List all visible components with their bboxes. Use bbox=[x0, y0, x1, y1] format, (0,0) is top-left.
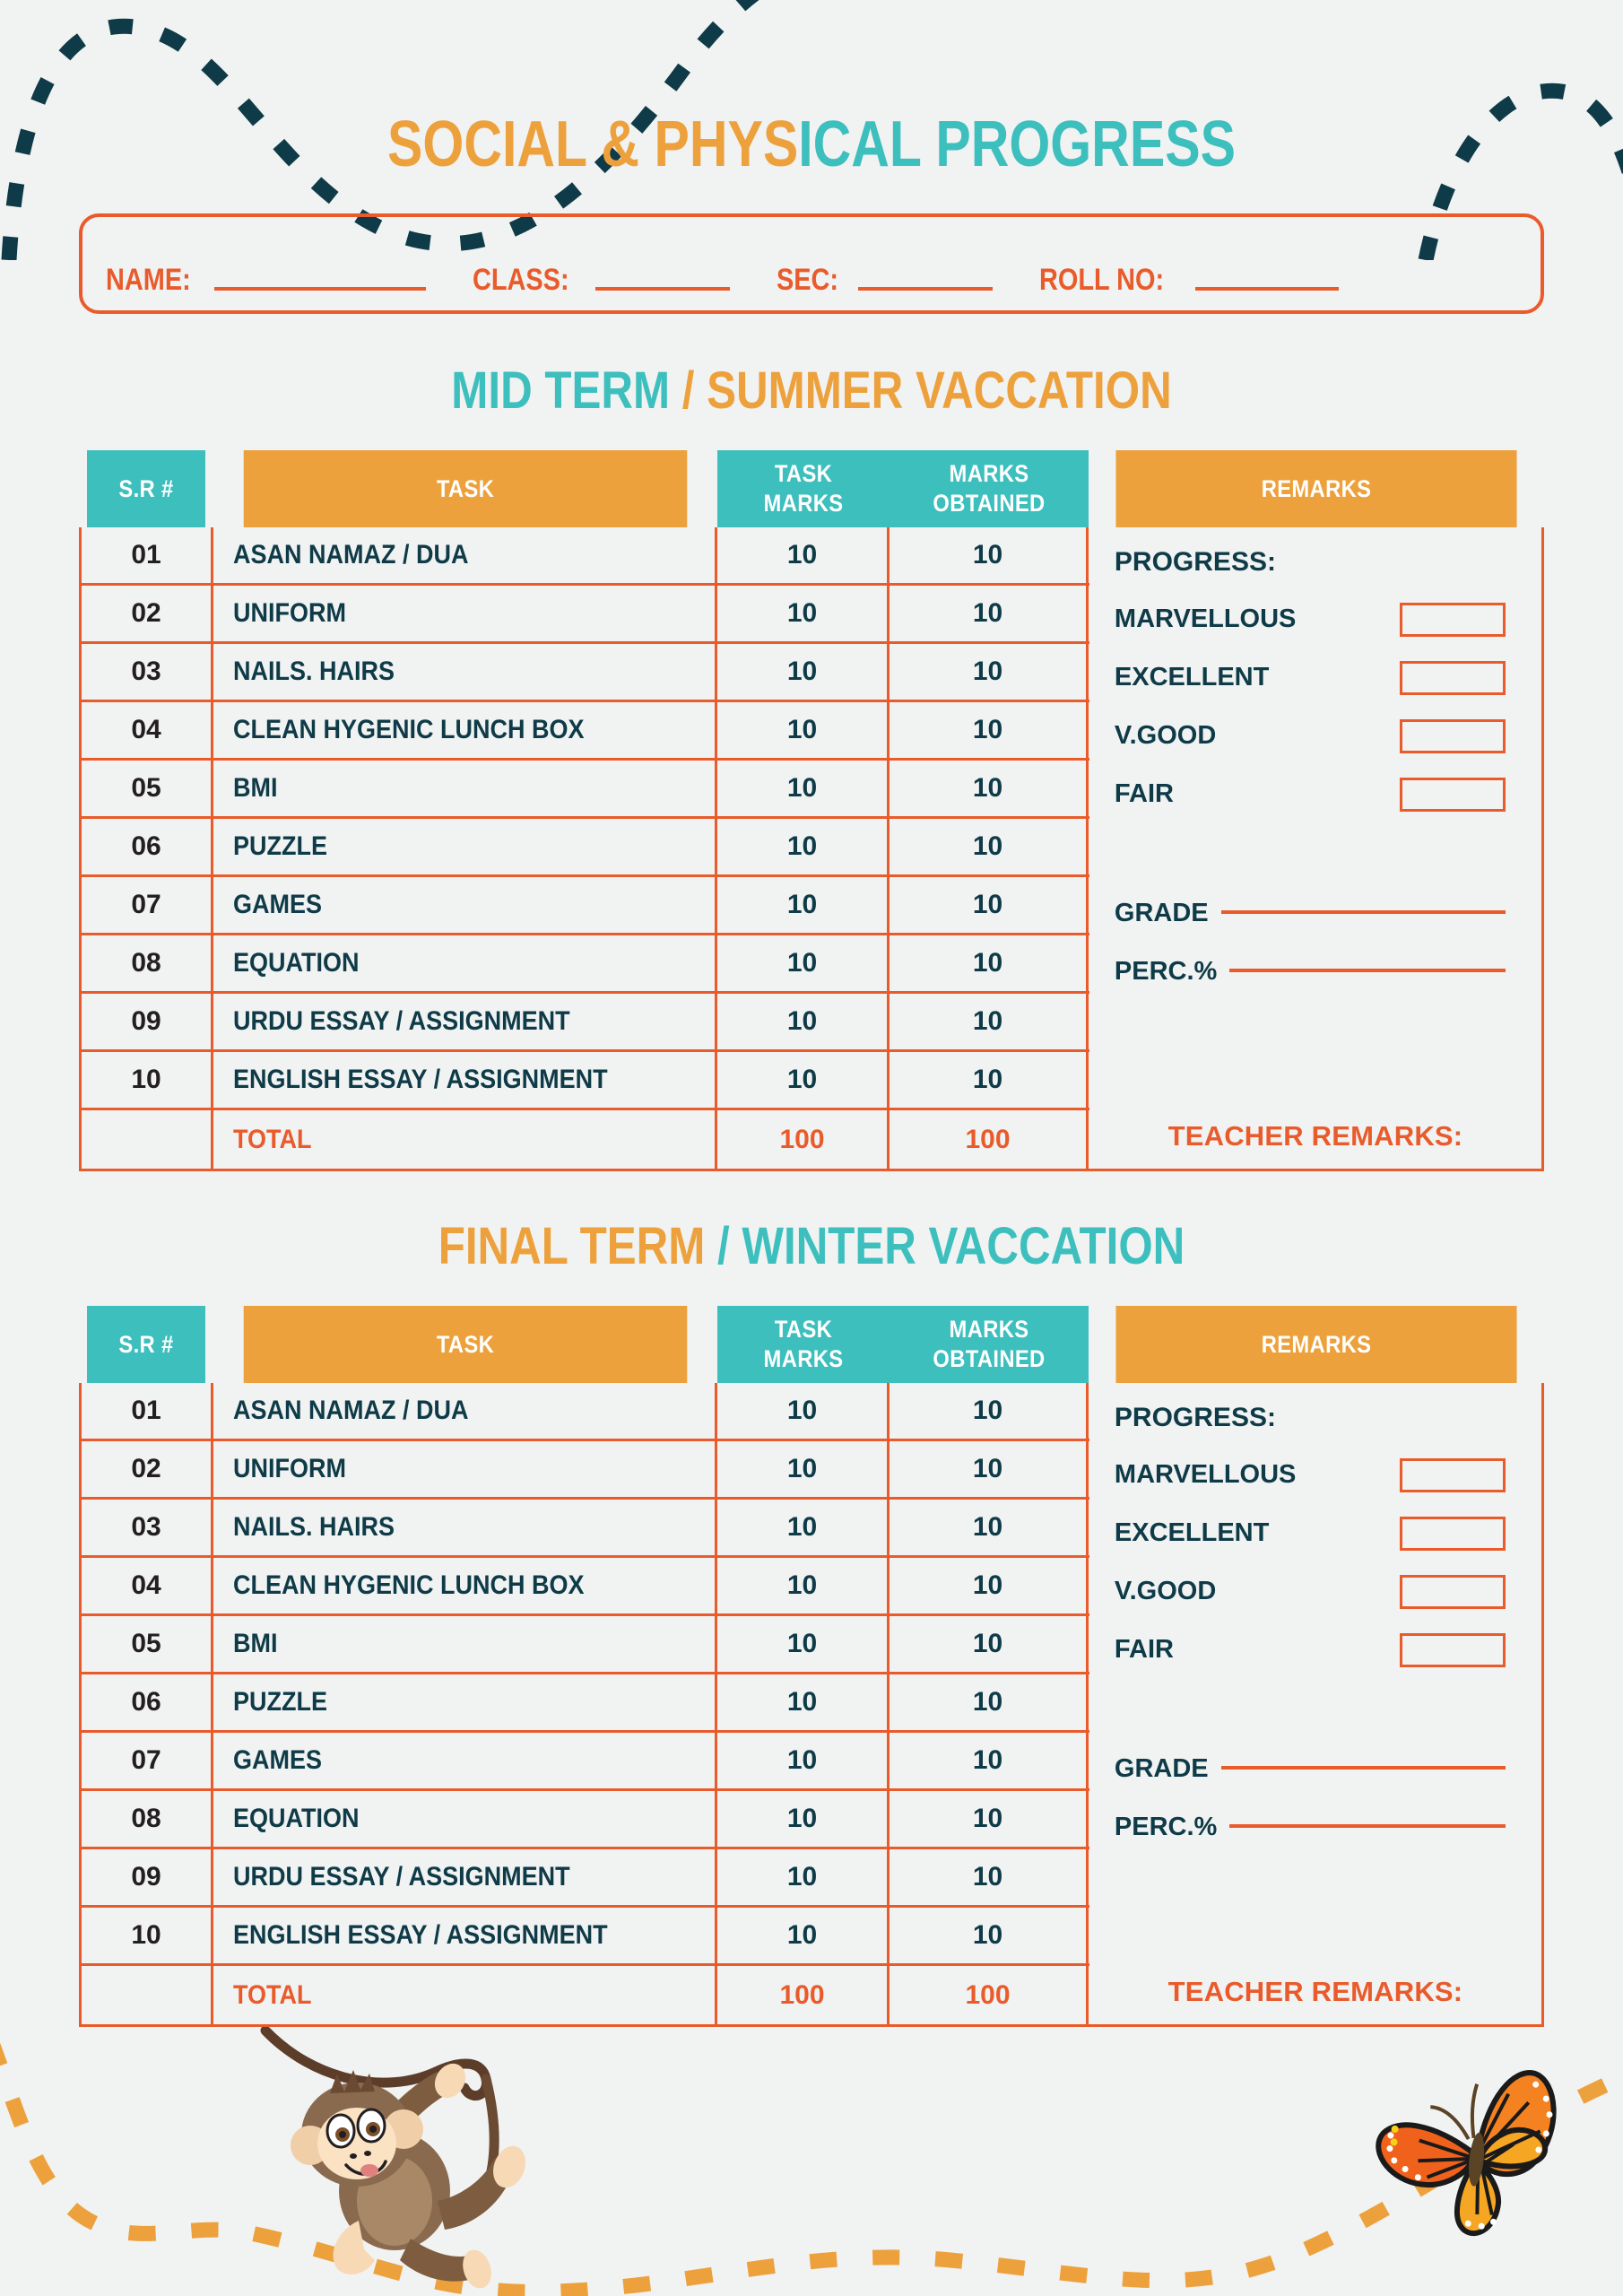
teacher-remarks-label-final-term: TEACHER REMARKS: bbox=[1167, 1976, 1463, 2007]
cell-task bbox=[213, 1052, 717, 1108]
cell-task-marks[interactable]: 10 bbox=[717, 935, 890, 991]
cell-marks-obtained[interactable]: 10 bbox=[890, 1616, 1089, 1672]
cell-task-marks[interactable]: 10 bbox=[717, 1441, 890, 1497]
table-total-row bbox=[82, 1110, 1089, 1169]
cell-sr: 09 bbox=[82, 994, 213, 1049]
cell-task-text: BMI bbox=[233, 1629, 278, 1658]
remarks-spacer-mid-term bbox=[1089, 823, 1541, 884]
cell-task-text: BMI bbox=[233, 773, 278, 803]
monkey-illustration-decoration bbox=[260, 2025, 556, 2294]
cell-sr: 06 bbox=[82, 819, 213, 874]
sec-input-rule[interactable] bbox=[858, 287, 993, 291]
cell-task bbox=[213, 1849, 717, 1905]
table-header-row-final-term bbox=[79, 1306, 1544, 1383]
cell-sr: 04 bbox=[82, 1558, 213, 1613]
cell-sr: 02 bbox=[82, 1441, 213, 1497]
cell-sr: 02 bbox=[82, 586, 213, 641]
cell-marks-obtained[interactable]: 10 bbox=[890, 1383, 1089, 1439]
table-row bbox=[82, 1558, 1089, 1616]
header-marks-obtained-final-line2: OBTAINED bbox=[933, 1345, 1046, 1372]
progress-option-row bbox=[1089, 590, 1541, 648]
cell-marks-obtained[interactable]: 10 bbox=[890, 1674, 1089, 1730]
progress-option-label: FAIR bbox=[1114, 779, 1174, 808]
header-sr-final: S.R # bbox=[87, 1306, 205, 1383]
section-heading-final-term bbox=[122, 1216, 1502, 1276]
cell-sr bbox=[82, 1110, 213, 1169]
page-title-part-two: ICAL PROGRESS bbox=[798, 109, 1236, 180]
roll-no-input-rule[interactable] bbox=[1195, 287, 1339, 291]
cell-task-marks[interactable]: 10 bbox=[717, 702, 890, 758]
table-body-mid-term bbox=[79, 527, 1544, 1171]
cell-marks-obtained[interactable]: 100 bbox=[890, 1110, 1089, 1169]
cell-marks-obtained[interactable]: 100 bbox=[890, 1966, 1089, 2024]
cell-task-text: ENGLISH ESSAY / ASSIGNMENT bbox=[233, 1065, 608, 1094]
table-row bbox=[82, 1733, 1089, 1791]
header-marks-obtained-line1: MARKS bbox=[949, 460, 1029, 488]
cell-task-marks[interactable]: 10 bbox=[717, 1052, 890, 1108]
table-row bbox=[82, 527, 1089, 586]
table-total-row bbox=[82, 1966, 1089, 2024]
table-row bbox=[82, 761, 1089, 819]
cell-task-text: GAMES bbox=[233, 890, 323, 919]
table-row bbox=[82, 935, 1089, 994]
remarks-spacer-final-term bbox=[1089, 1679, 1541, 1740]
cell-task bbox=[213, 819, 717, 874]
table-rows-mid-term bbox=[82, 527, 1089, 1169]
header-task-marks-final-line1: TASK bbox=[774, 1316, 833, 1344]
table-row bbox=[82, 702, 1089, 761]
cell-sr: 08 bbox=[82, 935, 213, 991]
cell-task-text: TOTAL bbox=[233, 1124, 312, 1154]
cell-task-text: UNIFORM bbox=[233, 1454, 346, 1483]
butterfly-illustration-decoration bbox=[1372, 2063, 1578, 2251]
page-title bbox=[146, 108, 1477, 181]
cell-task bbox=[213, 1791, 717, 1847]
cell-task-text: PUZZLE bbox=[233, 1687, 328, 1717]
progress-option-row bbox=[1089, 1446, 1541, 1504]
cell-task-marks[interactable]: 10 bbox=[717, 1791, 890, 1847]
percent-input-rule-mid-term[interactable] bbox=[1229, 969, 1506, 972]
progress-option-checkbox[interactable] bbox=[1400, 719, 1506, 753]
cell-task bbox=[213, 1383, 717, 1439]
header-marks-obtained-final bbox=[901, 1306, 1076, 1383]
progress-option-checkbox[interactable] bbox=[1400, 661, 1506, 695]
header-sr: S.R # bbox=[87, 450, 205, 527]
progress-option-checkbox[interactable] bbox=[1400, 1575, 1506, 1609]
cell-marks-obtained[interactable]: 10 bbox=[890, 527, 1089, 583]
cell-task-marks[interactable]: 10 bbox=[717, 994, 890, 1049]
cell-marks-obtained[interactable]: 10 bbox=[890, 877, 1089, 933]
cell-task-marks[interactable]: 10 bbox=[717, 1383, 890, 1439]
cell-task bbox=[213, 1110, 717, 1169]
section-heading-mid-term-part-two: / SUMMER VACCATION bbox=[670, 361, 1172, 420]
roll-no-field[interactable] bbox=[1039, 263, 1339, 298]
name-input-rule[interactable] bbox=[214, 287, 426, 291]
header-task-marks-final bbox=[728, 1306, 880, 1383]
cell-marks-obtained[interactable]: 10 bbox=[890, 1849, 1089, 1905]
remarks-panel-final-term bbox=[1089, 1383, 1541, 2024]
cell-task-text: NAILS. HAIRS bbox=[233, 657, 395, 686]
progress-option-checkbox[interactable] bbox=[1400, 1458, 1506, 1492]
grade-field-mid-term[interactable] bbox=[1089, 884, 1541, 943]
cell-marks-obtained[interactable]: 10 bbox=[890, 761, 1089, 816]
cell-task-marks[interactable]: 10 bbox=[717, 1674, 890, 1730]
cell-task bbox=[213, 1558, 717, 1613]
cell-task bbox=[213, 994, 717, 1049]
cell-task-marks[interactable]: 10 bbox=[717, 819, 890, 874]
cell-marks-obtained[interactable]: 10 bbox=[890, 1441, 1089, 1497]
sec-field[interactable] bbox=[777, 263, 993, 298]
cell-task-text: URDU ESSAY / ASSIGNMENT bbox=[233, 1862, 570, 1892]
progress-option-checkbox[interactable] bbox=[1400, 1633, 1506, 1667]
header-remarks: REMARKS bbox=[1115, 450, 1516, 527]
cell-task-text: CLEAN HYGENIC LUNCH BOX bbox=[233, 1570, 585, 1600]
progress-table-final-term bbox=[79, 1306, 1544, 2027]
cell-task-text: UNIFORM bbox=[233, 598, 346, 628]
student-info-box bbox=[79, 213, 1544, 314]
percent-input-rule-final-term[interactable] bbox=[1229, 1824, 1506, 1828]
cell-task bbox=[213, 1733, 717, 1788]
cell-task bbox=[213, 761, 717, 816]
table-row bbox=[82, 1908, 1089, 1966]
roll-no-label: ROLL NO: bbox=[1039, 263, 1165, 297]
table-header-row-mid-term bbox=[79, 450, 1544, 527]
cell-task-marks[interactable]: 10 bbox=[717, 586, 890, 641]
header-task-marks-line2: MARKS bbox=[763, 490, 844, 517]
cell-task-marks[interactable]: 10 bbox=[717, 1849, 890, 1905]
progress-option-label: EXCELLENT bbox=[1114, 663, 1270, 691]
cell-task-marks[interactable]: 10 bbox=[717, 1616, 890, 1672]
header-remarks-final: REMARKS bbox=[1115, 1306, 1516, 1383]
sec-label: SEC: bbox=[777, 263, 839, 297]
class-field[interactable] bbox=[473, 263, 730, 298]
progress-option-row bbox=[1089, 1621, 1541, 1679]
cell-task-text: URDU ESSAY / ASSIGNMENT bbox=[233, 1006, 570, 1036]
cell-sr bbox=[82, 1966, 213, 2024]
progress-option-row bbox=[1089, 765, 1541, 823]
cell-marks-obtained[interactable]: 10 bbox=[890, 702, 1089, 758]
cell-task bbox=[213, 1441, 717, 1497]
table-row bbox=[82, 586, 1089, 644]
percent-field-mid-term[interactable] bbox=[1089, 943, 1541, 1001]
teacher-remarks-label-mid-term: TEACHER REMARKS: bbox=[1167, 1120, 1463, 1152]
cell-sr: 06 bbox=[82, 1674, 213, 1730]
cell-marks-obtained[interactable]: 10 bbox=[890, 1558, 1089, 1613]
progress-table-mid-term bbox=[79, 450, 1544, 1171]
dashed-wave-bottom-decoration bbox=[0, 2031, 1623, 2296]
cell-sr: 10 bbox=[82, 1052, 213, 1108]
table-row bbox=[82, 994, 1089, 1052]
class-input-rule[interactable] bbox=[595, 287, 730, 291]
progress-option-checkbox[interactable] bbox=[1400, 603, 1506, 637]
header-task: TASK bbox=[244, 450, 688, 527]
name-field[interactable] bbox=[106, 263, 426, 298]
class-label: CLASS: bbox=[473, 263, 570, 297]
percent-field-final-term[interactable] bbox=[1089, 1798, 1541, 1857]
cell-sr: 10 bbox=[82, 1908, 213, 1963]
cell-task-text: ASAN NAMAZ / DUA bbox=[233, 540, 469, 570]
cell-marks-obtained[interactable]: 10 bbox=[890, 819, 1089, 874]
table-row bbox=[82, 819, 1089, 877]
progress-option-checkbox[interactable] bbox=[1400, 1517, 1506, 1551]
progress-option-label: EXCELLENT bbox=[1114, 1518, 1270, 1547]
cell-task-marks[interactable]: 10 bbox=[717, 1558, 890, 1613]
table-row bbox=[82, 1441, 1089, 1500]
progress-option-checkbox[interactable] bbox=[1400, 778, 1506, 812]
table-row bbox=[82, 1500, 1089, 1558]
cell-task bbox=[213, 1966, 717, 2024]
progress-option-label: V.GOOD bbox=[1114, 721, 1217, 750]
grade-label-final-term: GRADE bbox=[1114, 1754, 1209, 1783]
cell-task-marks[interactable]: 10 bbox=[717, 1733, 890, 1788]
cell-marks-obtained[interactable]: 10 bbox=[890, 1500, 1089, 1555]
header-task-marks-line1: TASK bbox=[774, 460, 833, 488]
cell-task-marks[interactable]: 10 bbox=[717, 527, 890, 583]
cell-marks-obtained[interactable]: 10 bbox=[890, 644, 1089, 700]
cell-task bbox=[213, 702, 717, 758]
cell-task-text: TOTAL bbox=[233, 1979, 312, 2010]
table-row bbox=[82, 877, 1089, 935]
cell-sr: 09 bbox=[82, 1849, 213, 1905]
cell-task-text: EQUATION bbox=[233, 948, 360, 978]
header-marks-obtained bbox=[901, 450, 1076, 527]
cell-sr: 01 bbox=[82, 527, 213, 583]
progress-option-label: MARVELLOUS bbox=[1114, 604, 1297, 633]
name-label: NAME: bbox=[106, 263, 191, 297]
cell-marks-obtained[interactable]: 10 bbox=[890, 1791, 1089, 1847]
cell-sr: 03 bbox=[82, 1500, 213, 1555]
cell-task-text: CLEAN HYGENIC LUNCH BOX bbox=[233, 715, 585, 744]
percent-label-final-term: PERC.% bbox=[1114, 1813, 1218, 1841]
progress-option-row bbox=[1089, 1562, 1541, 1621]
table-row bbox=[82, 1791, 1089, 1849]
cell-task-text: ASAN NAMAZ / DUA bbox=[233, 1396, 469, 1425]
cell-task bbox=[213, 1908, 717, 1963]
table-rows-final-term bbox=[82, 1383, 1089, 2024]
cell-task-text: ENGLISH ESSAY / ASSIGNMENT bbox=[233, 1920, 608, 1950]
cell-task-text: NAILS. HAIRS bbox=[233, 1512, 395, 1542]
table-row bbox=[82, 1674, 1089, 1733]
cell-sr: 07 bbox=[82, 877, 213, 933]
cell-task-marks[interactable]: 10 bbox=[717, 877, 890, 933]
cell-task bbox=[213, 1500, 717, 1555]
progress-title-final-term: PROGRESS: bbox=[1114, 1403, 1276, 1432]
table-row bbox=[82, 644, 1089, 702]
section-heading-mid-term bbox=[122, 361, 1502, 421]
cell-sr: 01 bbox=[82, 1383, 213, 1439]
cell-sr: 08 bbox=[82, 1791, 213, 1847]
table-row bbox=[82, 1052, 1089, 1110]
header-task-marks bbox=[728, 450, 880, 527]
cell-marks-obtained[interactable]: 10 bbox=[890, 1733, 1089, 1788]
cell-task bbox=[213, 644, 717, 700]
header-task-marks-final-line2: MARKS bbox=[763, 1345, 844, 1372]
cell-task bbox=[213, 935, 717, 991]
progress-options-final-term bbox=[1089, 1446, 1541, 1679]
cell-marks-obtained[interactable]: 10 bbox=[890, 1052, 1089, 1108]
cell-marks-obtained[interactable]: 10 bbox=[890, 1908, 1089, 1963]
cell-sr: 05 bbox=[82, 1616, 213, 1672]
cell-task bbox=[213, 1616, 717, 1672]
cell-task bbox=[213, 586, 717, 641]
progress-options-mid-term bbox=[1089, 590, 1541, 823]
header-marks-obtained-line2: OBTAINED bbox=[933, 490, 1046, 517]
section-heading-final-term-part-two: / WINTER VACCATION bbox=[705, 1217, 1185, 1275]
grade-label-mid-term: GRADE bbox=[1114, 899, 1209, 927]
cell-marks-obtained[interactable]: 10 bbox=[890, 586, 1089, 641]
header-marks-group-final bbox=[717, 1306, 1089, 1383]
table-row bbox=[82, 1383, 1089, 1441]
header-marks-obtained-final-line1: MARKS bbox=[949, 1316, 1029, 1344]
cell-task-text: GAMES bbox=[233, 1745, 323, 1775]
cell-task-marks[interactable]: 100 bbox=[717, 1110, 890, 1169]
cell-sr: 04 bbox=[82, 702, 213, 758]
header-marks-group bbox=[717, 450, 1089, 527]
cell-task bbox=[213, 1674, 717, 1730]
cell-task-marks[interactable]: 10 bbox=[717, 1908, 890, 1963]
remarks-panel-mid-term bbox=[1089, 527, 1541, 1169]
cell-sr: 05 bbox=[82, 761, 213, 816]
table-body-final-term bbox=[79, 1383, 1544, 2027]
progress-option-row bbox=[1089, 648, 1541, 707]
header-task-final: TASK bbox=[244, 1306, 688, 1383]
grade-field-final-term[interactable] bbox=[1089, 1740, 1541, 1798]
cell-task-marks[interactable]: 100 bbox=[717, 1966, 890, 2024]
progress-option-label: FAIR bbox=[1114, 1635, 1174, 1664]
cell-marks-obtained[interactable]: 10 bbox=[890, 994, 1089, 1049]
cell-task-text: EQUATION bbox=[233, 1804, 360, 1833]
section-heading-mid-term-part-one: MID TERM bbox=[451, 361, 671, 420]
cell-sr: 07 bbox=[82, 1733, 213, 1788]
cell-task-text: PUZZLE bbox=[233, 831, 328, 861]
table-row bbox=[82, 1849, 1089, 1908]
cell-task-marks[interactable]: 10 bbox=[717, 761, 890, 816]
progress-option-label: V.GOOD bbox=[1114, 1577, 1217, 1605]
progress-option-row bbox=[1089, 1504, 1541, 1562]
progress-title-mid-term: PROGRESS: bbox=[1114, 547, 1276, 577]
percent-label-mid-term: PERC.% bbox=[1114, 957, 1218, 986]
section-heading-final-term-part-one: FINAL TERM bbox=[438, 1217, 706, 1275]
progress-option-label: MARVELLOUS bbox=[1114, 1460, 1297, 1489]
progress-option-row bbox=[1089, 707, 1541, 765]
grade-input-rule-final-term[interactable] bbox=[1221, 1766, 1506, 1770]
cell-task bbox=[213, 527, 717, 583]
cell-task-marks[interactable]: 10 bbox=[717, 644, 890, 700]
cell-task bbox=[213, 877, 717, 933]
table-row bbox=[82, 1616, 1089, 1674]
cell-sr: 03 bbox=[82, 644, 213, 700]
cell-marks-obtained[interactable]: 10 bbox=[890, 935, 1089, 991]
cell-task-marks[interactable]: 10 bbox=[717, 1500, 890, 1555]
page-title-part-one: SOCIAL & PHYS bbox=[387, 109, 799, 180]
grade-input-rule-mid-term[interactable] bbox=[1221, 910, 1506, 914]
